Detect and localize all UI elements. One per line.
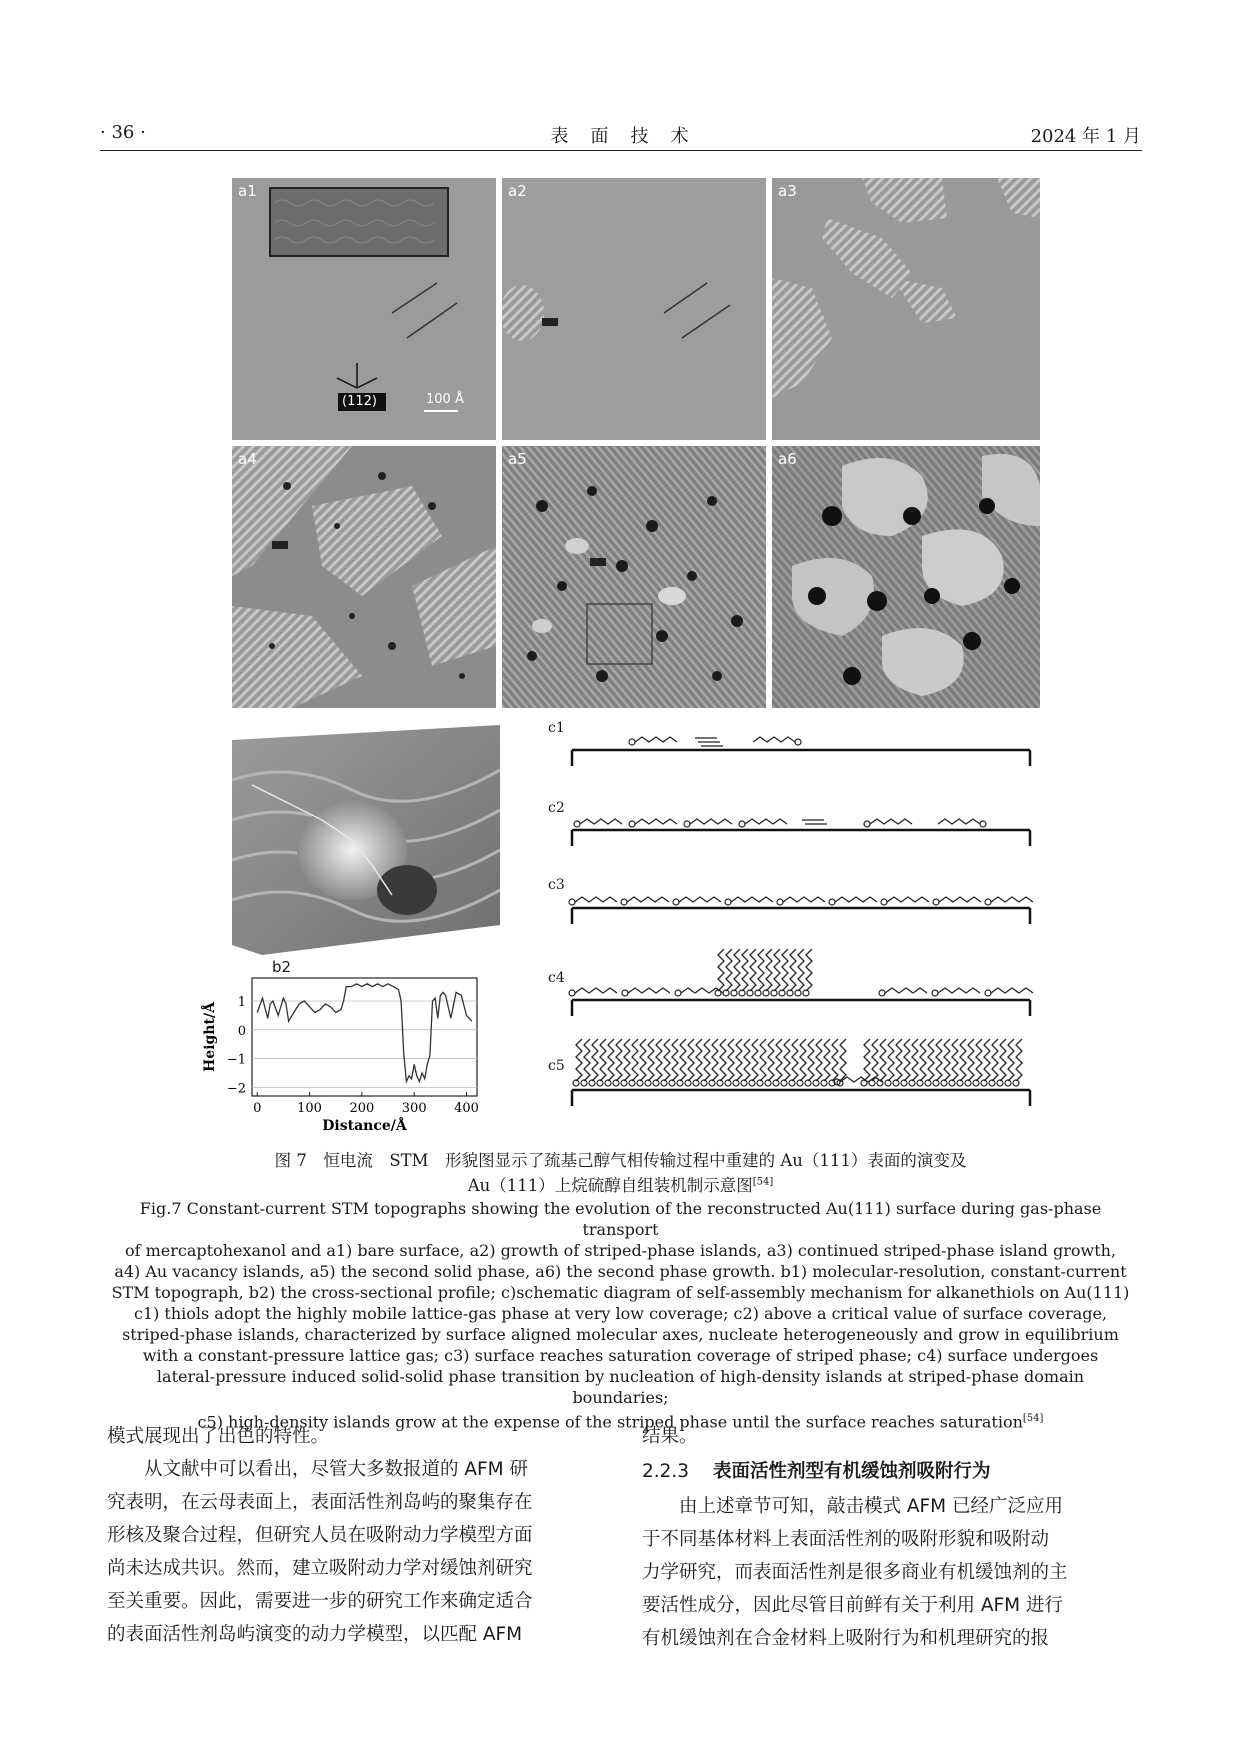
x-tick-label: 300 <box>401 1101 427 1116</box>
plot-frame <box>252 978 477 1096</box>
standing-molecule <box>832 1039 838 1081</box>
standing-molecule <box>888 1039 894 1081</box>
caption-en-line: c1) thiols adopt the highly mobile lattice-gas phase at very low coverage; c2) above a critical value of surface coverage, <box>133 1304 1108 1323</box>
body-line: 力学研究，而表面活性剂是很多商业有机缓蚀剂的主 <box>642 1562 1068 1583</box>
standing-molecule <box>688 1039 694 1081</box>
panel-label-a3: a3 <box>778 182 797 200</box>
standing-molecule <box>992 1039 998 1081</box>
standing-molecule <box>736 1039 742 1081</box>
caption-zh-line2-text: Au（111）上烷硫醇自组装机制示意图 <box>467 1176 753 1195</box>
page-number: · 36 · <box>100 122 146 143</box>
caption-en-line: of mercaptohexanol and a1) bare surface, a2) growth of striped-phase islands, a3) continued striped-phase island growth, <box>124 1241 1117 1260</box>
body-line: 形核及聚合过程，但研究人员在吸附动力学模型方面 <box>107 1525 533 1546</box>
thiol-headgroup <box>864 821 870 827</box>
standing-molecule <box>1008 1039 1014 1081</box>
standing-molecule <box>734 949 740 991</box>
standing-molecule <box>760 1039 766 1081</box>
standing-molecule <box>768 1039 774 1081</box>
panel-label-a4: a4 <box>238 450 257 468</box>
figure-7 <box>232 178 1040 713</box>
standing-molecule <box>920 1039 926 1081</box>
caption-en-line: striped-phase islands, characterized by surface aligned molecular axes, nucleate heterogeneously and grow in equilibrium <box>122 1325 1119 1344</box>
body-line: 尚未达成共识。然而，建立吸附动力学对缓蚀剂研究 <box>107 1558 533 1579</box>
caption-zh-line2 <box>0 1172 1241 1196</box>
standing-molecule <box>656 1039 662 1081</box>
panel-label-a1: a1 <box>238 182 257 200</box>
caption-zh-line1: 图 7 恒电流 STM 形貌图显示了巯基己醇气相传输过程中重建的 Au（111）表面的演变及 <box>274 1151 967 1170</box>
lying-molecule <box>731 897 773 902</box>
label-c3: c3 <box>548 877 565 893</box>
standing-molecule <box>600 1039 606 1081</box>
lying-molecule <box>635 819 677 824</box>
thiol-headgroup <box>622 990 628 996</box>
thiol-headgroup <box>829 899 835 905</box>
standing-molecule <box>912 1039 918 1081</box>
profile-line <box>257 984 472 1082</box>
thiol-headgroup <box>569 899 575 905</box>
body-line: 于不同基体材料上表面活性剂的吸附形貌和吸附动 <box>642 1529 1050 1550</box>
gas-phase-molecule <box>695 738 723 746</box>
standing-molecule <box>712 1039 718 1081</box>
direction-label-112: (112) <box>342 394 377 409</box>
thiol-headgroup <box>985 899 991 905</box>
issue-date: 2024 年 1 月 <box>1030 126 1141 147</box>
y-tick-label: 1 <box>237 995 246 1011</box>
panel-label-a6: a6 <box>778 450 797 468</box>
caption-en-last-text: c5) high-density islands grow at the expense of the striped phase until the surface reaches saturation <box>197 1412 1023 1432</box>
standing-molecule <box>776 1039 782 1081</box>
stm-panel-b1 <box>232 720 500 955</box>
standing-molecule <box>806 949 812 991</box>
stm-panel-a4 <box>232 446 496 708</box>
body-line: 模式展现出了出色的特性。 <box>107 1426 330 1447</box>
lying-molecule <box>991 988 1033 993</box>
lying-molecule <box>580 819 622 824</box>
thiol-headgroup <box>574 821 580 827</box>
label-c1: c1 <box>548 720 565 736</box>
body-right-column <box>642 1420 1142 1655</box>
standing-molecule <box>640 1039 646 1081</box>
body-line: 有机缓蚀剂在合金材料上吸附行为和机理研究的报 <box>642 1628 1050 1649</box>
thiol-headgroup <box>933 899 939 905</box>
gas-phase-molecule <box>802 820 827 824</box>
standing-molecule <box>718 949 724 991</box>
standing-molecule <box>880 1039 886 1081</box>
x-tick-label: 200 <box>349 1101 375 1116</box>
body-line: 要活性成分，因此尽管目前鲜有关于利用 AFM 进行 <box>642 1595 1064 1616</box>
standing-molecule <box>728 1039 734 1081</box>
standing-molecule <box>1000 1039 1006 1081</box>
standing-molecule <box>1016 1039 1022 1081</box>
thiol-headgroup <box>881 899 887 905</box>
caption-en-line: with a constant-pressure lattice gas; c3) surface reaches saturation coverage of striped phase; c4) surface undergoes <box>142 1346 1099 1365</box>
standing-molecule <box>624 1039 630 1081</box>
caption-en-ref: [54] <box>1022 1413 1044 1424</box>
standing-molecule <box>976 1039 982 1081</box>
standing-molecule <box>632 1039 638 1081</box>
standing-molecule <box>824 1039 830 1081</box>
thiol-headgroup <box>621 899 627 905</box>
standing-molecule <box>672 1039 678 1081</box>
section-title: 表面活性剂型有机缓蚀剂吸附行为 <box>712 1461 991 1482</box>
standing-molecule <box>798 949 804 991</box>
label-c2: c2 <box>548 800 565 816</box>
standing-molecule <box>936 1039 942 1081</box>
b2-profile-chart <box>200 958 520 1133</box>
standing-molecule <box>896 1039 902 1081</box>
lying-molecule <box>679 897 721 902</box>
x-axis-label: Distance/Å <box>322 1118 407 1133</box>
standing-molecule <box>984 1039 990 1081</box>
standing-molecule <box>864 1039 870 1081</box>
lying-molecule <box>627 897 669 902</box>
lying-molecule <box>991 897 1033 902</box>
panel-label-b2: b2 <box>272 958 292 976</box>
standing-molecule <box>904 1039 910 1081</box>
thiol-headgroup <box>569 990 575 996</box>
lying-molecule <box>753 737 795 742</box>
standing-molecule <box>592 1039 598 1081</box>
body-line: 从文献中可以看出，尽管大多数报道的 AFM 研 <box>107 1459 529 1480</box>
standing-molecule <box>968 1039 974 1081</box>
thiol-headgroup <box>980 821 986 827</box>
thiol-headgroup <box>725 899 731 905</box>
journal-title: 表 面 技 术 <box>550 126 691 147</box>
standing-molecule <box>742 949 748 991</box>
panel-label-a2: a2 <box>508 182 527 200</box>
stm-panel-a3 <box>772 178 1040 440</box>
standing-molecule <box>766 949 772 991</box>
thiol-headgroup <box>675 990 681 996</box>
lying-molecule <box>690 819 732 824</box>
standing-molecule <box>744 1039 750 1081</box>
section-number: 2.2.3 <box>642 1461 690 1482</box>
panel-label-b1: b1 <box>238 724 258 742</box>
caption-en-line: STM topograph, b2) the cross-sectional profile; c)schematic diagram of self-assembly mechanism for alkanethiols on Au(111) <box>111 1283 1130 1302</box>
caption-en <box>110 1198 1131 1432</box>
stm-panel-a6 <box>772 446 1040 708</box>
standing-molecule <box>782 949 788 991</box>
standing-molecule <box>928 1039 934 1081</box>
standing-molecule <box>664 1039 670 1081</box>
thiol-headgroup <box>629 821 635 827</box>
section-heading <box>642 1455 1142 1488</box>
thiol-headgroup <box>879 990 885 996</box>
thiol-headgroup <box>932 990 938 996</box>
standing-molecule <box>944 1039 950 1081</box>
b2-plot <box>200 958 520 1133</box>
standing-molecule <box>720 1039 726 1081</box>
lying-molecule <box>628 988 670 993</box>
header-rule <box>100 150 1142 151</box>
thiol-headgroup <box>777 899 783 905</box>
thiol-headgroup <box>795 739 801 745</box>
body-left-column <box>107 1420 607 1651</box>
lying-molecule <box>635 737 677 742</box>
standing-molecule <box>696 1039 702 1081</box>
standing-molecule <box>808 1039 814 1081</box>
label-c4: c4 <box>548 970 565 986</box>
thiol-headgroup <box>985 990 991 996</box>
standing-molecule <box>584 1039 590 1081</box>
standing-molecule <box>758 949 764 991</box>
lying-molecule <box>783 897 825 902</box>
body-line: 究表明，在云母表面上，表面活性剂岛屿的聚集存在 <box>107 1492 533 1513</box>
x-tick-label: 0 <box>253 1101 262 1116</box>
x-tick-label: 400 <box>454 1101 479 1116</box>
lying-molecule <box>575 897 617 902</box>
schematic-svg <box>540 720 1040 1120</box>
stm-panel-a2 <box>502 178 766 440</box>
caption-zh-ref: [54] <box>752 1176 774 1188</box>
y-tick-label: 0 <box>237 1023 246 1039</box>
caption-en-line: lateral-pressure induced solid-solid phase transition by nucleation of high-density islands at striped-phase domain boundaries; <box>156 1367 1085 1407</box>
y-tick-label: −1 <box>226 1052 246 1068</box>
thiol-headgroup <box>684 821 690 827</box>
x-tick-label: 100 <box>297 1101 322 1116</box>
lying-molecule <box>745 819 787 824</box>
thiol-headgroup <box>673 899 679 905</box>
y-tick-label: −2 <box>226 1081 246 1097</box>
standing-molecule <box>726 949 732 991</box>
lying-molecule <box>885 988 927 993</box>
y-axis-label: Height/Å <box>202 1002 218 1072</box>
stm-panel-a5 <box>502 446 766 708</box>
lying-molecule <box>938 819 980 824</box>
standing-molecule <box>608 1039 614 1081</box>
panel-label-a5: a5 <box>508 450 527 468</box>
lying-molecule <box>870 819 912 824</box>
body-line: 结果。 <box>642 1426 698 1447</box>
caption-en-line: a4) Au vacancy islands, a5) the second solid phase, a6) the second phase growth. b1) molecular-resolution, constant-current <box>114 1262 1127 1281</box>
lying-molecule <box>939 897 981 902</box>
standing-molecule <box>704 1039 710 1081</box>
standing-molecule <box>790 949 796 991</box>
standing-molecule <box>784 1039 790 1081</box>
standing-molecule <box>800 1039 806 1081</box>
standing-molecule <box>750 949 756 991</box>
schematic-c <box>540 720 1040 1120</box>
standing-molecule <box>792 1039 798 1081</box>
standing-molecule <box>774 949 780 991</box>
thiol-headgroup <box>629 739 635 745</box>
body-line: 的表面活性剂岛屿演变的动力学模型，以匹配 AFM <box>107 1624 523 1645</box>
lying-molecule <box>835 897 877 902</box>
standing-molecule <box>616 1039 622 1081</box>
lying-molecule <box>938 988 980 993</box>
standing-molecule <box>576 1039 582 1081</box>
standing-molecule <box>960 1039 966 1081</box>
standing-molecule <box>816 1039 822 1081</box>
body-line: 至关重要。因此，需要进一步的研究工作来确定适合 <box>107 1591 533 1612</box>
body-line: 由上述章节可知，敲击模式 AFM 已经广泛应用 <box>642 1496 1064 1517</box>
standing-molecule <box>872 1039 878 1081</box>
caption-en-line: Fig.7 Constant-current STM topographs showing the evolution of the reconstructed Au(111) surface during gas-phase transport <box>139 1199 1102 1239</box>
stm-panel-a1 <box>232 178 496 440</box>
lying-molecule <box>887 897 929 902</box>
lying-molecule <box>575 988 617 993</box>
standing-molecule <box>752 1039 758 1081</box>
scale-bar-label: 100 Å <box>426 392 464 407</box>
standing-molecule <box>680 1039 686 1081</box>
thiol-headgroup <box>739 821 745 827</box>
label-c5: c5 <box>548 1058 565 1074</box>
standing-molecule <box>840 1039 846 1081</box>
standing-molecule <box>648 1039 654 1081</box>
standing-molecule <box>952 1039 958 1081</box>
